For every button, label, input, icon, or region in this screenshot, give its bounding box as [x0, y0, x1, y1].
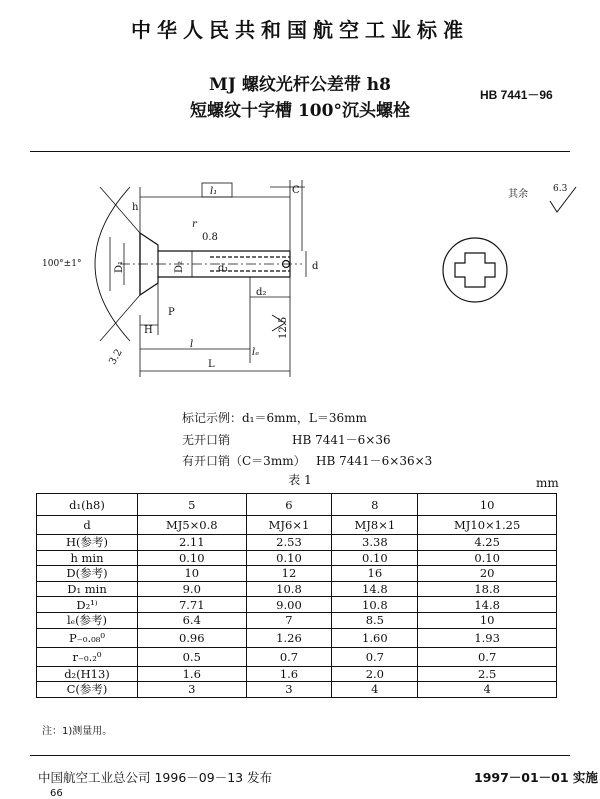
svg-text:d₁: d₁ — [218, 263, 229, 274]
svg-text:3.2: 3.2 — [107, 347, 125, 367]
svg-text:100°±1°: 100°±1° — [42, 259, 82, 269]
svg-text:L: L — [208, 359, 215, 370]
title-line-2: 短螺纹十字槽 100°沉头螺栓 — [190, 101, 410, 121]
table-cell: 3 — [246, 682, 332, 698]
example-with-pin-label: 有开口销（C＝3mm） — [182, 454, 306, 468]
table-header-cell: 10 — [418, 494, 557, 516]
table-note: 注：1)测量用。 — [42, 726, 113, 737]
table-row — [37, 550, 557, 566]
table-cell: 2.5 — [418, 666, 557, 682]
table-cell: 14.8 — [332, 581, 418, 597]
svg-text:d: d — [312, 261, 319, 272]
table-cell: 3.38 — [332, 535, 418, 551]
table-cell: lₑ(参考) — [37, 612, 138, 628]
table-cell: 2.53 — [246, 535, 332, 551]
table-cell: C(参考) — [37, 682, 138, 698]
table-row — [37, 682, 557, 698]
standard-number: HB 7441－96 — [480, 88, 553, 102]
bolt-drawing — [40, 165, 580, 390]
table-cell: 3 — [138, 682, 247, 698]
table-cell: h min — [37, 550, 138, 566]
table-row — [37, 581, 557, 597]
svg-text:l: l — [190, 339, 194, 350]
table-cell: 0.7 — [246, 647, 332, 666]
table-cell: H(参考) — [37, 535, 138, 551]
table-cell: d₂(H13) — [37, 666, 138, 682]
svg-text:D₁: D₁ — [114, 260, 125, 273]
svg-text:6.3: 6.3 — [553, 184, 568, 194]
table-cell: 6.4 — [138, 612, 247, 628]
table-cell: MJ5×0.8 — [138, 516, 247, 535]
table-cell: 0.7 — [332, 647, 418, 666]
table-cell: MJ6×1 — [246, 516, 332, 535]
table-cell: 12 — [246, 566, 332, 582]
table-header-cell: 6 — [246, 494, 332, 516]
table-cell: 4.25 — [418, 535, 557, 551]
example-with-pin-value: HB 7441－6×36×3 — [316, 454, 433, 468]
table-cell: 10.8 — [332, 597, 418, 613]
table-header-row — [37, 494, 557, 516]
table-row — [37, 612, 557, 628]
table-cell: 0.10 — [138, 550, 247, 566]
table-cell: 4 — [332, 682, 418, 698]
marking-example: 标记示例：d₁＝6mm，L＝36mm — [182, 411, 367, 425]
example-no-pin-value: HB 7441－6×36 — [292, 433, 391, 447]
table-row — [37, 647, 557, 666]
table-cell: MJ8×1 — [332, 516, 418, 535]
table-row — [37, 566, 557, 582]
table-cell: MJ10×1.25 — [418, 516, 557, 535]
table-cell: 10 — [138, 566, 247, 582]
table-cell: 1.60 — [332, 628, 418, 647]
svg-text:P: P — [168, 307, 175, 318]
table-cell: 4 — [418, 682, 557, 698]
end-view-circle — [443, 238, 507, 302]
table-cell: r₋₀.₂⁰ — [37, 647, 138, 666]
top-divider — [30, 151, 570, 152]
table-cell: D₁ min — [37, 581, 138, 597]
svg-text:h: h — [132, 202, 139, 213]
standard-header: 中华人民共和国航空工业标准 — [131, 18, 469, 42]
table-cell: 10 — [418, 612, 557, 628]
svg-text:其余: 其余 — [508, 189, 528, 200]
table-cell: 7.71 — [138, 597, 247, 613]
table-cell: 0.10 — [418, 550, 557, 566]
table-cell: 0.5 — [138, 647, 247, 666]
table-header-cell: d₁(h8) — [37, 494, 138, 516]
table-cell: 18.8 — [418, 581, 557, 597]
table-row — [37, 628, 557, 647]
table-unit: mm — [536, 476, 559, 490]
table-cell: P₋₀.₀₈⁰ — [37, 628, 138, 647]
example-no-pin-label: 无开口销 — [182, 433, 231, 447]
table-row — [37, 597, 557, 613]
table-row — [37, 535, 557, 551]
bottom-divider — [30, 755, 570, 756]
table-cell: 8.5 — [332, 612, 418, 628]
table-row — [37, 666, 557, 682]
svg-text:0.8: 0.8 — [202, 232, 218, 243]
svg-text:C: C — [292, 185, 300, 196]
table-cell: 0.7 — [418, 647, 557, 666]
table-cell: 0.10 — [332, 550, 418, 566]
svg-text:d₂: d₂ — [256, 287, 267, 298]
table-cell: D₂¹⁾ — [37, 597, 138, 613]
table-cell: 2.0 — [332, 666, 418, 682]
table-cell: 1.6 — [138, 666, 247, 682]
table-cell: 0.96 — [138, 628, 247, 647]
table-header-cell: 8 — [332, 494, 418, 516]
table-cell: 14.8 — [418, 597, 557, 613]
table-cell: 2.11 — [138, 535, 247, 551]
table-cell: 1.26 — [246, 628, 332, 647]
table-cell: d — [37, 516, 138, 535]
table-cell: 9.0 — [138, 581, 247, 597]
table-header-cell: 5 — [138, 494, 247, 516]
table-cell: 16 — [332, 566, 418, 582]
spec-table — [36, 493, 557, 698]
issue-date: 中国航空工业总公司 1996－09－13 发布 — [38, 770, 273, 785]
table-cell: 1.93 — [418, 628, 557, 647]
svg-text:12.5: 12.5 — [278, 316, 289, 339]
page-number: 66 — [50, 788, 63, 799]
cross-recess-outline — [455, 253, 495, 287]
table-cell: 1.6 — [246, 666, 332, 682]
table-cell: 10.8 — [246, 581, 332, 597]
table-cell: D(参考) — [37, 566, 138, 582]
table-cell: 0.10 — [246, 550, 332, 566]
effective-date: 1997－01－01 实施 — [474, 770, 598, 785]
table-row — [37, 516, 557, 535]
svg-text:lₑ: lₑ — [252, 347, 260, 358]
svg-text:D₂: D₂ — [174, 260, 185, 273]
svg-text:H: H — [144, 325, 153, 336]
table-cell: 20 — [418, 566, 557, 582]
title-line-1: MJ 螺纹光杆公差带 h8 — [209, 75, 391, 95]
table-cell: 9.00 — [246, 597, 332, 613]
table-cell: 7 — [246, 612, 332, 628]
svg-text:r: r — [192, 219, 197, 230]
svg-text:l₁: l₁ — [210, 186, 218, 197]
table-title: 表 1 — [288, 473, 312, 487]
